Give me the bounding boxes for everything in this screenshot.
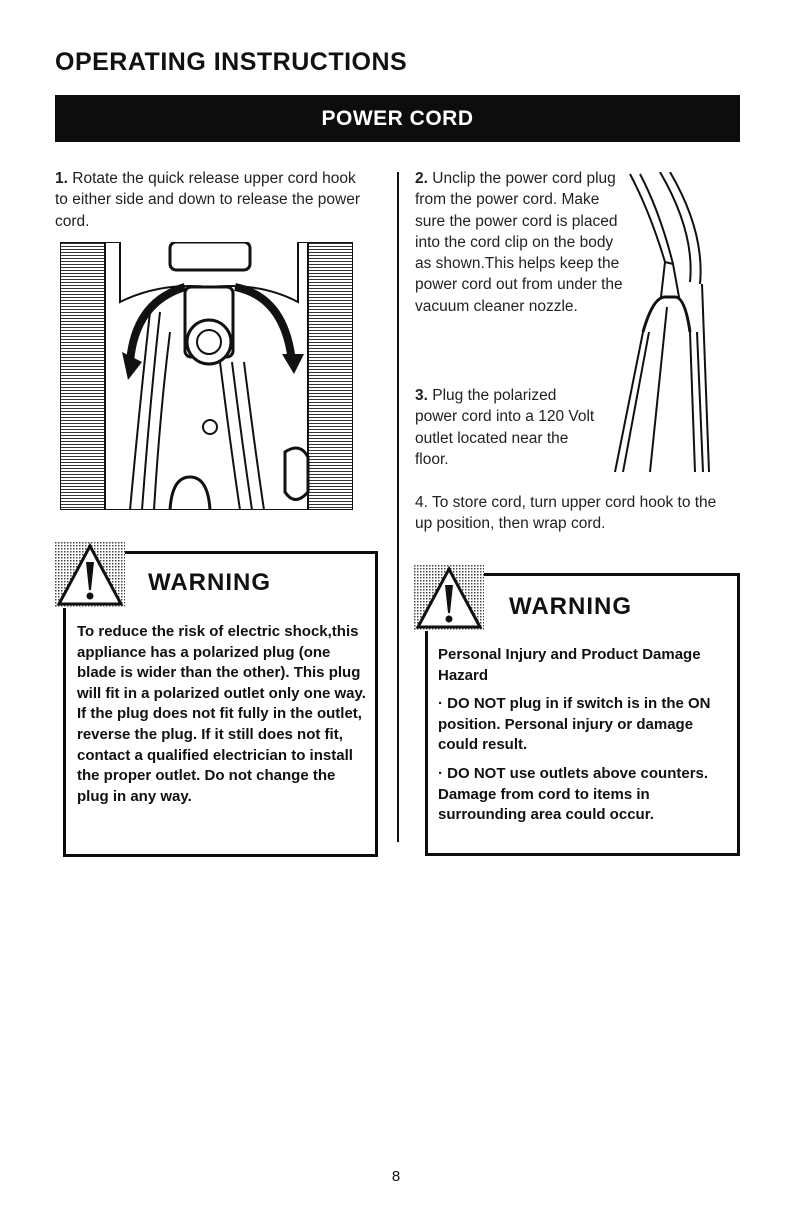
warning-text: To reduce the risk of electric shock,this appliance has a polarized plug (one blade is wider than the other). This plug will fit in a polarized outlet only one way. If the plug does not fit fully in the outlet, reverse the plug. If it still does not fit, contact a qualified electrician to install the proper outlet. Do not change the plug in any way. [77, 623, 366, 805]
warning-title: WARNING [509, 593, 632, 620]
step-2-text: Unclip the power cord plug from the power cord. Make sure the power cord is placed into the cord clip on the body as shown.This helps keep the power cord out from under the vacuum cleaner nozzle. [415, 170, 623, 315]
warning-title: WARNING [148, 569, 271, 596]
step-4 [415, 492, 735, 535]
column-divider [397, 172, 399, 842]
power-cord-plug-illustration [605, 172, 715, 472]
page-number: 8 [391, 1168, 401, 1185]
step-2 [415, 168, 625, 317]
step-4-number: 4. [415, 494, 428, 511]
warning-item: · DO NOT use outlets above counters. Damage from cord to items in surrounding area could occur. [438, 765, 709, 824]
step-2-number: 2. [415, 170, 428, 187]
section-banner [55, 95, 740, 142]
warning-triangle-icon [55, 542, 125, 608]
page-title: OPERATING INSTRUCTIONS [55, 48, 408, 76]
step-4-text: To store cord, turn upper cord hook to the up position, then wrap cord. [415, 494, 717, 533]
step-3 [415, 385, 595, 470]
step-3-text: Plug the polarized power cord into a 120 Volt outlet located near the floor. [415, 387, 595, 468]
step-1 [55, 168, 370, 232]
warning-item: · DO NOT plug in if switch is in the ON position. Personal injury or damage could result. [438, 695, 711, 754]
step-1-text: Rotate the quick release upper cord hook to either side and down to release the power cord. [55, 170, 361, 230]
warning-heading: Personal Injury and Product Damage Hazard [438, 646, 701, 684]
step-1-number: 1. [55, 170, 68, 187]
warning-triangle-icon [414, 565, 484, 631]
vacuum-cord-hook-illustration [60, 242, 353, 510]
step-3-number: 3. [415, 387, 428, 404]
section-title: POWER CORD [321, 106, 474, 130]
